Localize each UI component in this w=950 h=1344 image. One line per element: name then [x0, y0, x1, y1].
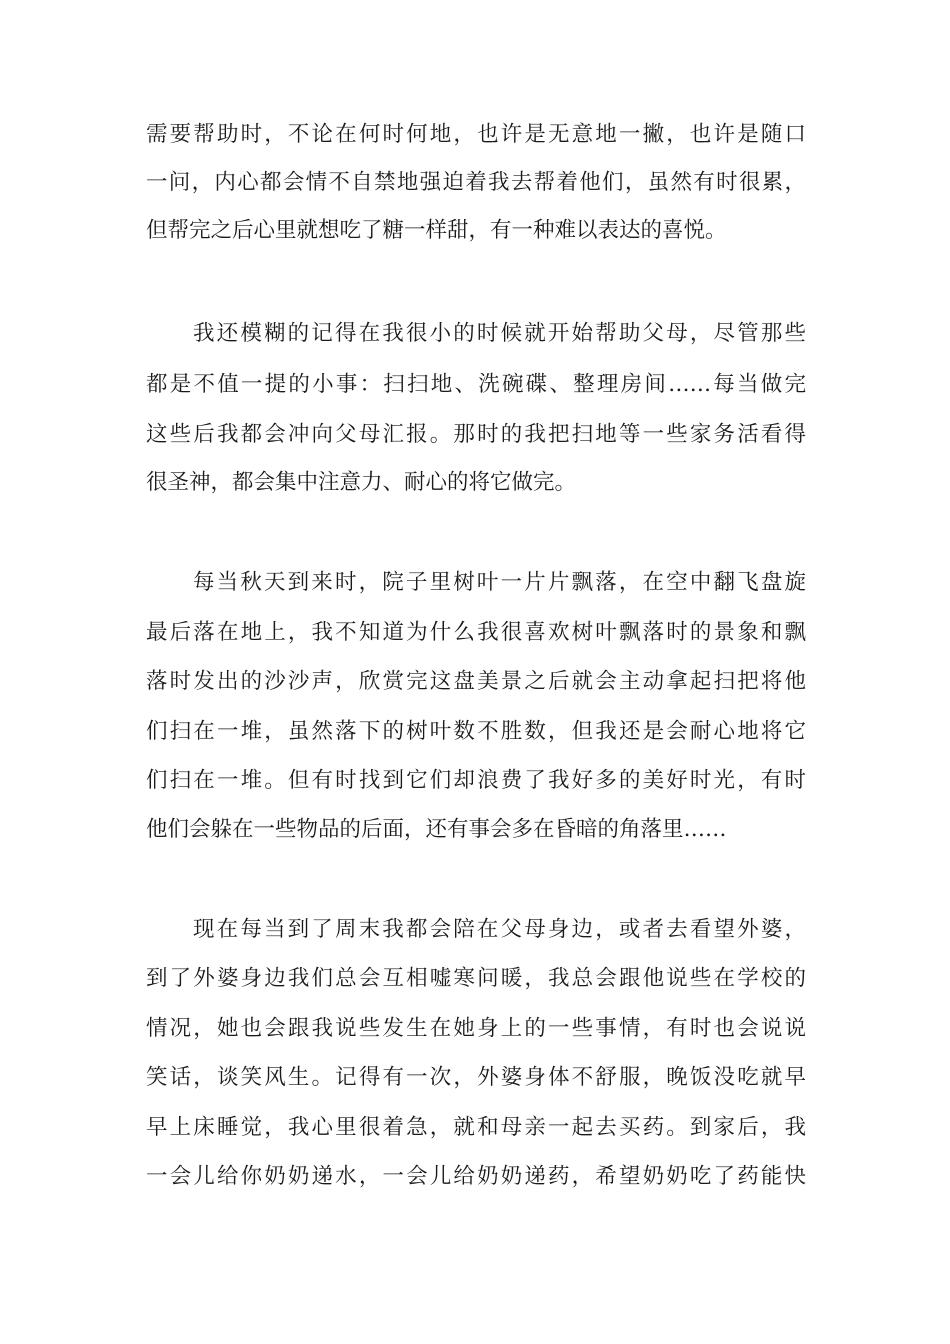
- text-line: 但帮完之后心里就想吃了糖一样甜，有一种难以表达的喜悦。: [146, 218, 727, 243]
- text-line: 每当秋天到来时，院子里树叶一片片飘落，在空中翻飞盘旋: [193, 570, 806, 595]
- text-line: 都是不值一提的小事：扫扫地、洗碗碟、整理房间……每当做完: [146, 372, 806, 397]
- text-line: 我还模糊的记得在我很小的时候就开始帮助父母，尽管那些: [193, 321, 806, 346]
- text-line: 一问，内心都会情不自禁地强迫着我去帮着他们，虽然有时很累，: [146, 170, 806, 195]
- text-line: 到了外婆身边我们总会互相嘘寒问暖，我总会跟他说些在学校的: [146, 966, 806, 991]
- text-line: 现在每当到了周末我都会陪在父母身边，或者去看望外婆，: [193, 917, 806, 942]
- text-line: 需要帮助时，不论在何时何地，也许是无意地一撇，也许是随口: [146, 122, 806, 147]
- text-line: 这些后我都会冲向父母汇报。那时的我把扫地等一些家务活看得: [146, 422, 806, 447]
- text-line: 很圣神，都会集中注意力、耐心的将它做完。: [146, 470, 577, 495]
- text-line: 早上床睡觉，我心里很着急，就和母亲一起去买药。到家后，我: [146, 1115, 806, 1140]
- text-line: 他们会躲在一些物品的后面，还有事会多在昏暗的角落里……: [146, 817, 727, 842]
- text-line: 情况，她也会跟我说些发生在她身上的一些事情，有时也会说说: [146, 1016, 806, 1041]
- text-line: 一会儿给你奶奶递水，一会儿给奶奶递药，希望奶奶吃了药能快: [146, 1164, 806, 1189]
- text-line: 落时发出的沙沙声，欣赏完这盘美景之后就会主动拿起扫把将他: [146, 669, 806, 694]
- text-line: 最后落在地上，我不知道为什么我很喜欢树叶飘落时的景象和飘: [146, 620, 806, 645]
- text-line: 笑话，谈笑风生。记得有一次，外婆身体不舒服，晚饭没吃就早: [146, 1065, 806, 1090]
- text-line: 们扫在一堆。但有时找到它们却浪费了我好多的美好时光，有时: [146, 768, 806, 793]
- text-line: 们扫在一堆，虽然落下的树叶数不胜数，但我还是会耐心地将它: [146, 719, 806, 744]
